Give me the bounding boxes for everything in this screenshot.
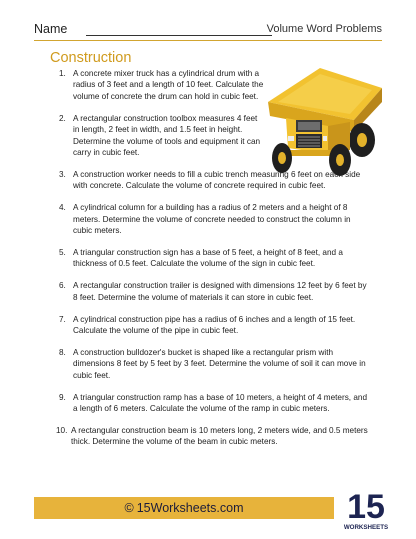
problem-number: 4. — [59, 203, 66, 213]
problem-number: 8. — [59, 347, 66, 357]
problem-item-8 — [59, 347, 369, 381]
problem-text: A rectangular construction beam is 10 meters long, 2 meters wide, and 0.5 meters thick. Determine the volume of the beam in cubic meters. — [71, 425, 368, 447]
problem-text: A concrete mixer truck has a cylindrical drum with a radius of 3 feet and a length of 10 feet. Calculate the volume of concrete the drum can hold in cubic feet. — [73, 69, 264, 101]
header-divider — [34, 40, 382, 41]
logo-number: 15 — [347, 488, 385, 526]
worksheets-logo — [342, 488, 390, 531]
problem-number: 2. — [59, 113, 66, 123]
problem-number: 10. — [56, 425, 68, 435]
problem-item-2 — [59, 113, 265, 159]
footer-site-name: 15Worksheets.com — [136, 501, 244, 515]
problem-item-10 — [56, 425, 369, 448]
footer-link[interactable] — [34, 501, 334, 515]
section-title: Construction — [50, 50, 132, 66]
problem-text: A triangular construction ramp has a base of 10 meters, a height of 4 meters, and a length of 6 meters. Calculate the volume of the ramp in cubic meters. — [73, 392, 368, 413]
problem-text: A cylindrical column for a building has a radius of 2 meters and a height of 8 meters. Determine the volume of concrete needed to construct the column in cubic meters. — [73, 203, 351, 235]
problem-number: 6. — [59, 281, 66, 291]
problem-number: 9. — [59, 392, 66, 402]
problem-text: A rectangular construction trailer is designed with dimensions 12 feet by 6 feet by 8 feet. Determine the volume of materials it can store in cubic feet. — [73, 281, 367, 302]
problem-number: 5. — [59, 247, 66, 257]
problem-item-1 — [59, 68, 265, 102]
problem-item-4 — [59, 202, 369, 236]
name-field-line — [86, 35, 272, 36]
problem-number: 1. — [59, 69, 66, 78]
problem-item-6 — [59, 280, 369, 303]
problem-text: A construction bulldozer's bucket is shaped like a rectangular prism with dimensions 8 feet by 5 feet by 3 feet. Determine the volume of soil it can move in cubic feet. — [73, 347, 366, 380]
copyright-icon: © — [124, 501, 134, 515]
problem-item-5 — [59, 247, 369, 270]
problem-text: A rectangular construction toolbox measures 4 feet in length, 2 feet in width, and 1.5 feet in height. Determine the volume of tools and equipment it can carry in cubic feet. — [73, 113, 261, 157]
problem-text: A triangular construction sign has a base of 5 feet, a height of 8 feet, and a thickness of 0.5 feet. Calculate the volume of the sign in cubic feet. — [73, 247, 343, 269]
problem-item-3 — [59, 169, 369, 192]
problem-list — [56, 68, 369, 458]
problem-item-7 — [59, 314, 369, 337]
worksheet-header — [34, 20, 382, 40]
logo-text: WORKSHEETS — [343, 524, 389, 531]
problem-text: A cylindrical construction pipe has a radius of 6 inches and a length of 15 feet. Calculate the volume of the pipe in cubic feet. — [73, 314, 356, 335]
problem-number: 3. — [59, 169, 66, 179]
problem-number: 7. — [59, 314, 66, 324]
worksheet-title: Volume Word Problems — [266, 23, 382, 35]
problem-item-9 — [59, 392, 369, 415]
footer-bar — [34, 497, 334, 519]
problem-text: A construction worker needs to fill a cubic trench measuring 6 feet on each side with concrete. Calculate the volume of concrete required in cubic feet. — [73, 169, 361, 191]
name-label: Name — [34, 22, 68, 36]
